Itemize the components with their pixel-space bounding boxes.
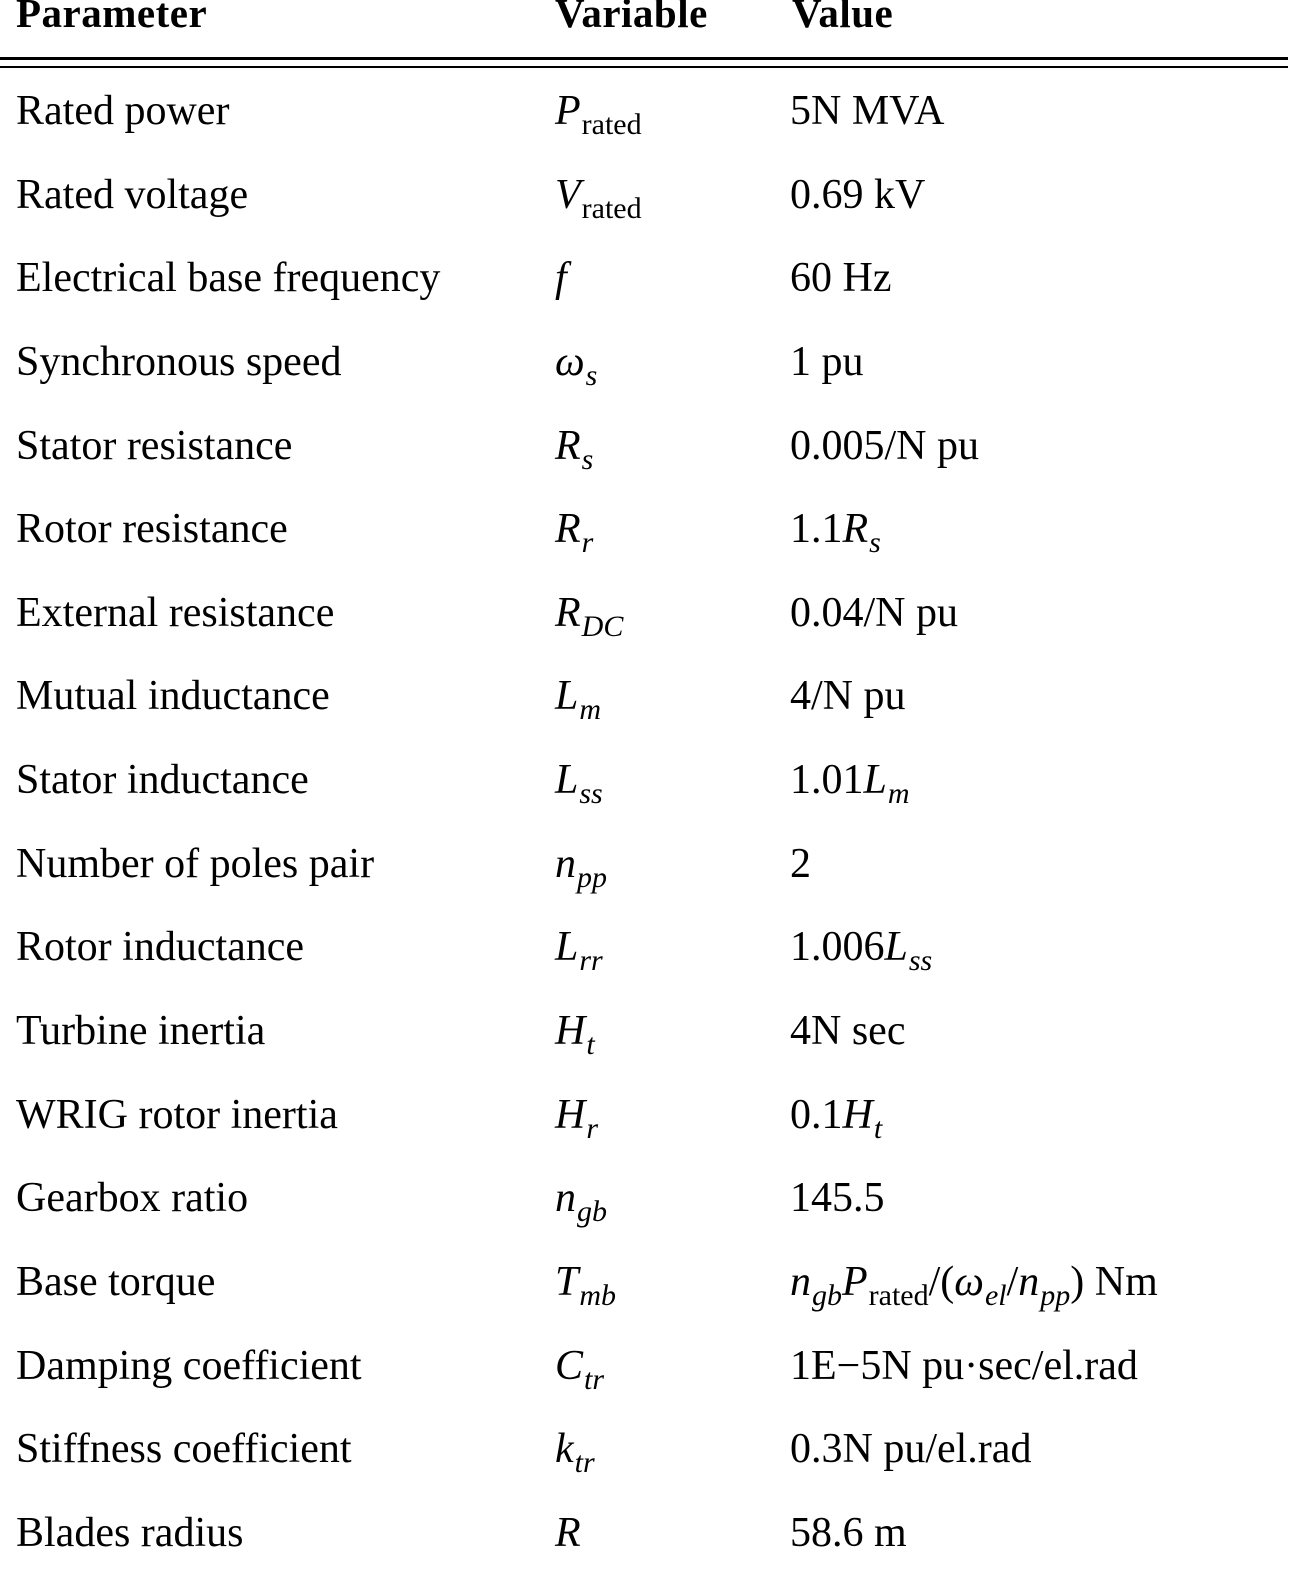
parameter-name: Stiffness coefficient (16, 1426, 352, 1473)
parameter-value: 0.69 kV (790, 171, 926, 218)
table-row (0, 1338, 1292, 1422)
parameter-name: Synchronous speed (16, 338, 342, 385)
table-row (0, 668, 1292, 752)
parameter-value: 1 pu (790, 338, 864, 385)
parameter-name: External resistance (16, 589, 335, 636)
parameter-name: Turbine inertia (16, 1008, 266, 1055)
variable-symbol: $T_{mb}$ (555, 1258, 617, 1312)
parameter-value: 60 Hz (790, 255, 892, 302)
table-row (0, 501, 1292, 585)
parameter-name: Stator inductance (16, 757, 309, 804)
parameter-name: Gearbox ratio (16, 1175, 249, 1222)
parameter-value: 5N MVA (790, 88, 945, 134)
header-rule-thick (0, 57, 1288, 60)
parameter-name: Base torque (16, 1258, 216, 1305)
variable-symbol: $\omega_s$ (555, 338, 598, 392)
parameter-name: Electrical base frequency (16, 255, 441, 302)
variable-symbol: $k_{tr}$ (555, 1426, 595, 1480)
variable-symbol: $n_{pp}$ (555, 840, 607, 894)
table-row (0, 836, 1292, 920)
parameter-value: 1E−5N pu·sec/el.rad (790, 1342, 1138, 1389)
table-row (0, 1003, 1292, 1087)
parameter-value: 145.5 (790, 1175, 885, 1222)
table-row (0, 250, 1292, 334)
variable-symbol: $L_m$ (555, 673, 602, 727)
variable-symbol: $V_{rated}$ (555, 171, 642, 225)
parameter-value: 0.005/N pu (790, 422, 979, 469)
table-row (0, 1254, 1292, 1338)
table-row (0, 1087, 1292, 1171)
parameter-name: Number of poles pair (16, 840, 375, 887)
header-parameter: Parameter (16, 0, 208, 36)
parameter-name: Rated power (16, 88, 230, 134)
table-row (0, 83, 1292, 167)
parameter-name: Rated voltage (16, 171, 249, 218)
variable-symbol: $R_r$ (555, 506, 594, 560)
variable-symbol: $L_{rr}$ (555, 924, 603, 978)
variable-symbol: f (555, 255, 567, 302)
table-row (0, 752, 1292, 836)
table-row (0, 585, 1292, 669)
parameter-name: Damping coefficient (16, 1342, 362, 1389)
parameter-name: Stator resistance (16, 422, 293, 469)
parameter-name: Blades radius (16, 1509, 244, 1556)
variable-symbol: $P_{rated}$ (555, 88, 642, 141)
parameter-value: 2 (790, 840, 811, 887)
variable-symbol: $H_r$ (555, 1091, 599, 1145)
parameter-value: $1.01L_m$ (790, 757, 910, 811)
parameter-value: $1.006L_{ss}$ (790, 924, 933, 978)
parameter-value: 58.6 m (790, 1509, 907, 1556)
table-row (0, 418, 1292, 502)
parameter-name: Rotor inductance (16, 924, 305, 971)
parameter-value: 0.3N pu/el.rad (790, 1426, 1032, 1473)
table-row (0, 334, 1292, 418)
parameter-value: 4N sec (790, 1008, 906, 1055)
variable-symbol: $L_{ss}$ (555, 757, 603, 811)
table-body (0, 83, 1292, 1589)
table-row (0, 1505, 1292, 1589)
table-header-row (0, 0, 1292, 38)
variable-symbol: R (555, 1509, 581, 1556)
parameter-value-formula: $n_{gb}P_{rated}/(\omega_{el}/n_{pp})$ Nm (790, 1258, 1158, 1312)
variable-symbol: $H_t$ (555, 1008, 595, 1062)
parameter-value: $0.1H_t$ (790, 1091, 883, 1145)
variable-symbol: $R_s$ (555, 422, 594, 476)
parameter-value: $1.1R_s$ (790, 506, 881, 560)
parameter-name: Mutual inductance (16, 673, 330, 720)
parameter-value: 0.04/N pu (790, 589, 958, 636)
parameter-name: WRIG rotor inertia (16, 1091, 338, 1138)
parameter-value: 4/N pu (790, 673, 906, 720)
table-row (0, 1170, 1292, 1254)
header-variable: Variable (555, 0, 708, 36)
variable-symbol: $n_{gb}$ (555, 1175, 607, 1229)
table-row (0, 167, 1292, 251)
header-rule-thin (0, 66, 1288, 68)
variable-symbol: $C_{tr}$ (555, 1342, 605, 1396)
table-row (0, 919, 1292, 1003)
variable-symbol: $R_{DC}$ (555, 589, 624, 643)
table-row (0, 1421, 1292, 1505)
parameter-name: Rotor resistance (16, 506, 288, 553)
header-value: Value (792, 0, 894, 36)
